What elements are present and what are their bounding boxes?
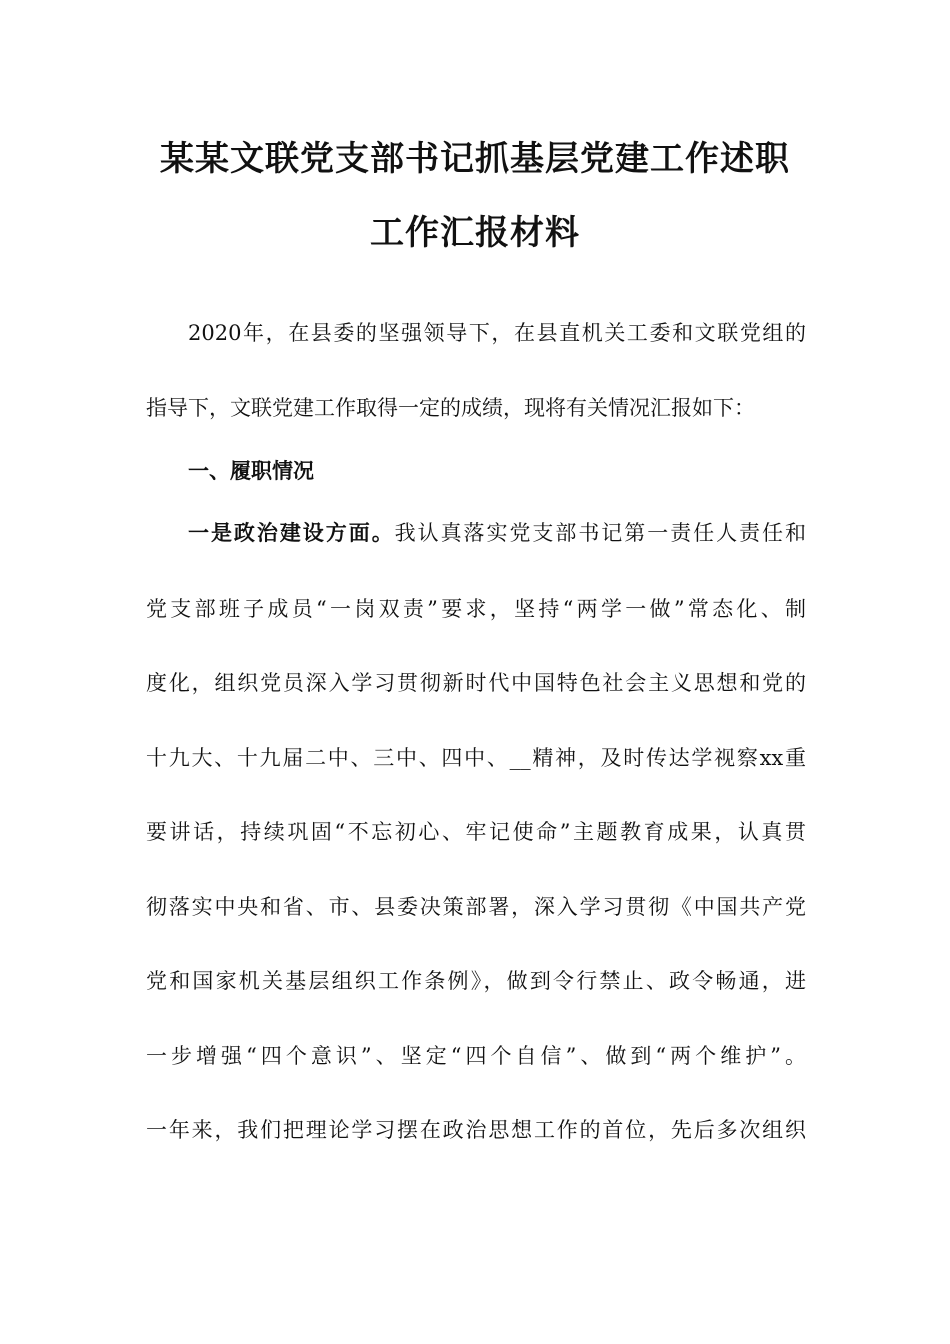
paragraph-line: 党支部班子成员“一岗双责”要求，坚持“两学一做”常态化、制: [146, 597, 806, 621]
paragraph-line: 要讲话，持续巩固“不忘初心、牢记使命”主题教育成果，认真贯: [146, 820, 806, 844]
paragraph-line: 彻落实中央和省、市、县委决策部署，深入学习贯彻《中国共产党: [146, 895, 806, 919]
document-title-line-2: 工作汇报材料: [370, 213, 580, 253]
document-title-line-1: 某某文联党支部书记抓基层党建工作述职: [160, 139, 790, 179]
paragraph-line: 一步增强“四个意识”、坚定“四个自信”、做到“两个维护”。: [146, 1044, 806, 1068]
intro-paragraph-line-2: 指导下，文联党建工作取得一定的成绩，现将有关情况汇报如下：: [146, 396, 755, 420]
paragraph-line: 一年来，我们把理论学习摆在政治思想工作的首位，先后多次组织: [146, 1118, 806, 1142]
paragraph-line-text: 我认真落实党支部书记第一责任人责任和: [394, 521, 807, 545]
paragraph-line: 党和国家机关基层组织工作条例》，做到令行禁止、政令畅通，进: [146, 969, 806, 993]
paragraph-line: 度化，组织党员深入学习贯彻新时代中国特色社会主义思想和党的: [146, 671, 806, 695]
paragraph-line: 十九大、十九届二中、三中、四中、__精神，及时传达学视察xx重: [146, 746, 806, 770]
paragraph-lead-heading: 一是政治建设方面。: [188, 520, 395, 545]
intro-paragraph-line-1: 2020年，在县委的坚强领导下，在县直机关工委和文联党组的: [188, 321, 806, 345]
paragraph-line: [188, 518, 806, 548]
section-heading: 一、履职情况: [188, 458, 314, 483]
